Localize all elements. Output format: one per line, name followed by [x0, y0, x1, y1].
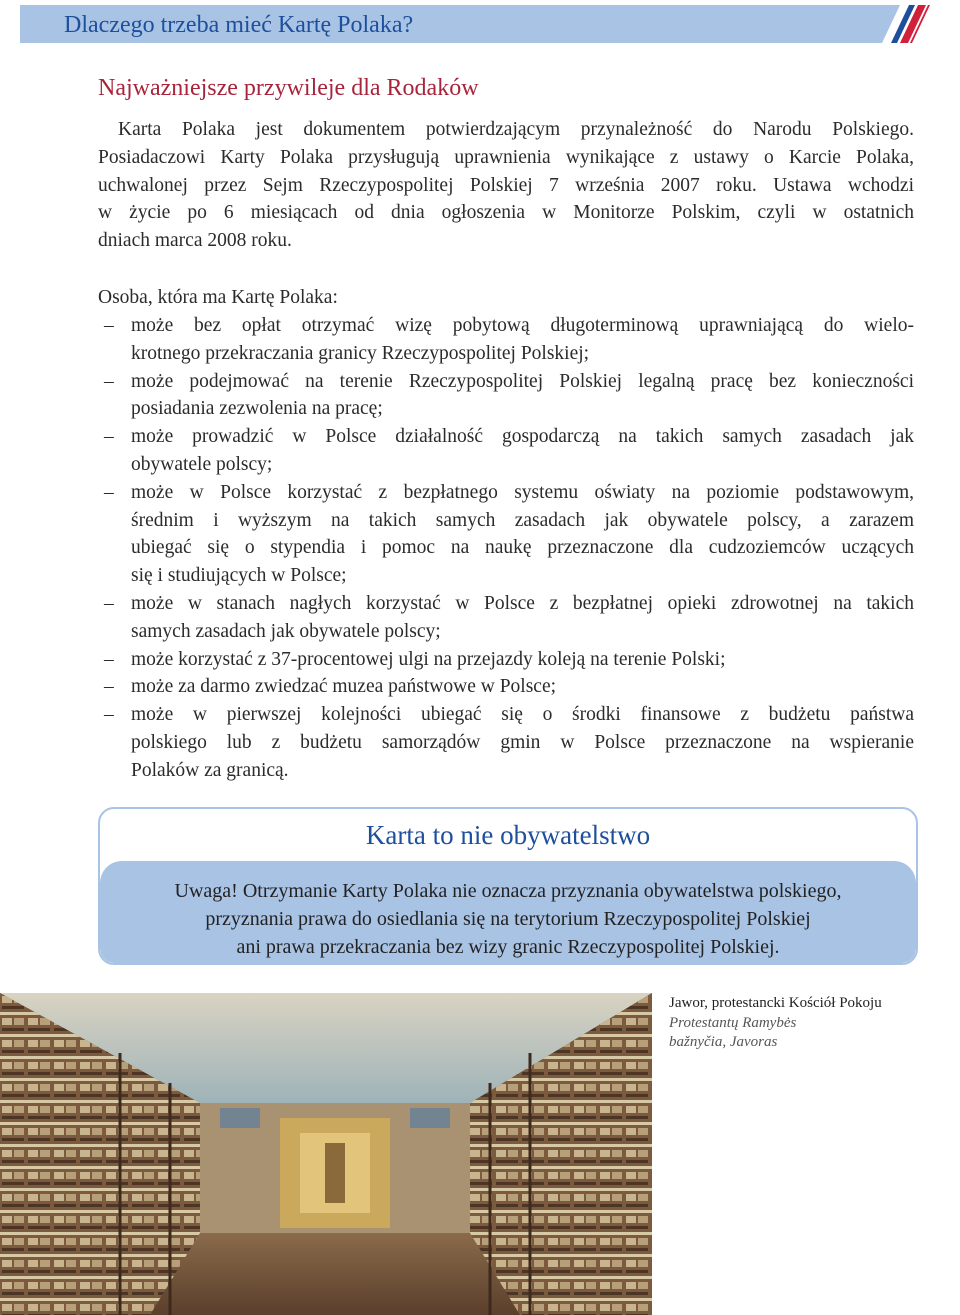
list-item	[98, 312, 914, 368]
section-title: Najważniejsze przywileje dla Rodaków	[98, 75, 479, 101]
callout-title: Karta to nie obywatelstwo	[365, 820, 651, 850]
intro-line: uchwalonej przez Sejm Rzeczypospolitej Polskiej 7 września 2007 roku. Ustawa wchodzi	[98, 174, 914, 196]
intro-line: w życie po 6 miesiącach od dnia ogłoszenia w Monitorze Polskim, czyli w ostatnich	[98, 202, 914, 224]
list-item-line: może za darmo zwiedzać muzea państwowe w Polsce;	[131, 676, 557, 698]
caption-polish: Jawor, protestancki Kościół Pokoju	[669, 995, 882, 1011]
dash-bullet: –	[104, 676, 114, 698]
list-item	[98, 368, 914, 424]
list-item	[98, 701, 914, 784]
page-title: Dlaczego trzeba mieć Kartę Polaka?	[64, 12, 414, 38]
list-item-line: samych zasadach jak obywatele polscy;	[131, 620, 441, 642]
list-item-line: może bez opłat otrzymać wizę pobytową długoterminową uprawniającą do wielo-	[131, 315, 914, 336]
list-item	[98, 673, 914, 701]
list-item-line: się i studiujących w Polsce;	[131, 565, 347, 587]
photo-caption	[669, 994, 882, 1053]
list-item-line: może w pierwszej kolejności ubiegać się o środki finansowe z budżetu państwa	[131, 704, 914, 726]
callout-line: ani prawa przekraczania bez wizy granic Rzeczypospolitej Polskiej.	[236, 936, 780, 958]
list-item	[98, 590, 914, 646]
list-item-line: może w stanach nagłych korzystać w Polsce z bezpłatnej opieki zdrowotnej na takich	[131, 592, 914, 614]
callout-box	[98, 807, 918, 965]
intro-line: Karta Polaka jest dokumentem potwierdzającym przynależność do Narodu Polskiego.	[118, 119, 914, 140]
list-item	[98, 423, 914, 479]
list-item-line: może prowadzić w Polsce działalność gospodarczą na takich samych zasadach jak	[131, 426, 914, 448]
church-interior-illustration	[0, 993, 652, 1315]
dash-bullet: –	[104, 704, 114, 726]
dash-bullet: –	[104, 648, 114, 670]
callout-body	[100, 861, 916, 963]
header-bar	[20, 5, 952, 43]
intro-line: Posiadaczowi Karty Polaka przysługują uprawnienia wynikające z ustawy o Karcie Polaka,	[98, 146, 914, 168]
caption-lithuanian: bažnyčia, Javoras	[669, 1034, 778, 1050]
dash-bullet: –	[104, 370, 114, 392]
list-item-line: posiadania zezwolenia na pracę;	[131, 398, 383, 420]
list-item	[98, 479, 914, 590]
list-item-line: krotnego przekraczania granicy Rzeczypospolitej Polskiej;	[131, 342, 590, 364]
list-item-line: Polaków za granicą.	[131, 759, 289, 781]
dash-bullet: –	[104, 426, 114, 448]
privileges-list	[98, 312, 914, 785]
list-item-line: może w Polsce korzystać z bezpłatnego systemu oświaty na poziomie podstawowym,	[131, 481, 914, 503]
dash-bullet: –	[104, 481, 114, 503]
intro-line: dniach marca 2008 roku.	[98, 230, 292, 252]
flag-stripes-icon	[842, 5, 952, 43]
list-item-line: polskiego lub z budżetu samorządów gmin w Polsce przeznaczone na wspieranie	[131, 731, 914, 753]
list-item-line: średnim i wyższym na takich samych zasadach jak obywatele polscy, a zarazem	[131, 509, 914, 531]
callout-line: Uwaga! Otrzymanie Karty Polaka nie oznacza przyznania obywatelstwa polskiego,	[174, 880, 842, 902]
list-intro: Osoba, która ma Kartę Polaka:	[98, 287, 338, 308]
callout-line: przyznania prawa do osiedlania się na terytorium Rzeczypospolitej Polskiej	[205, 908, 811, 930]
list-item-line: może podejmować na terenie Rzeczypospolitej Polskiej legalną pracę bez konieczności	[131, 370, 914, 392]
church-interior-photo	[0, 993, 652, 1315]
intro-paragraph	[98, 116, 914, 255]
list-item-line: ubiegać się o stypendia i pomoc na naukę przeznaczone dla cudzoziemców uczących	[131, 537, 914, 559]
caption-lithuanian: Protestantų Ramybės	[669, 1014, 797, 1031]
list-item	[98, 646, 914, 674]
dash-bullet: –	[104, 592, 114, 614]
list-item-line: może korzystać z 37-procentowej ulgi na przejazdy koleją na terenie Polski;	[131, 648, 726, 670]
dash-bullet: –	[104, 315, 114, 336]
list-item-line: obywatele polscy;	[131, 453, 273, 475]
